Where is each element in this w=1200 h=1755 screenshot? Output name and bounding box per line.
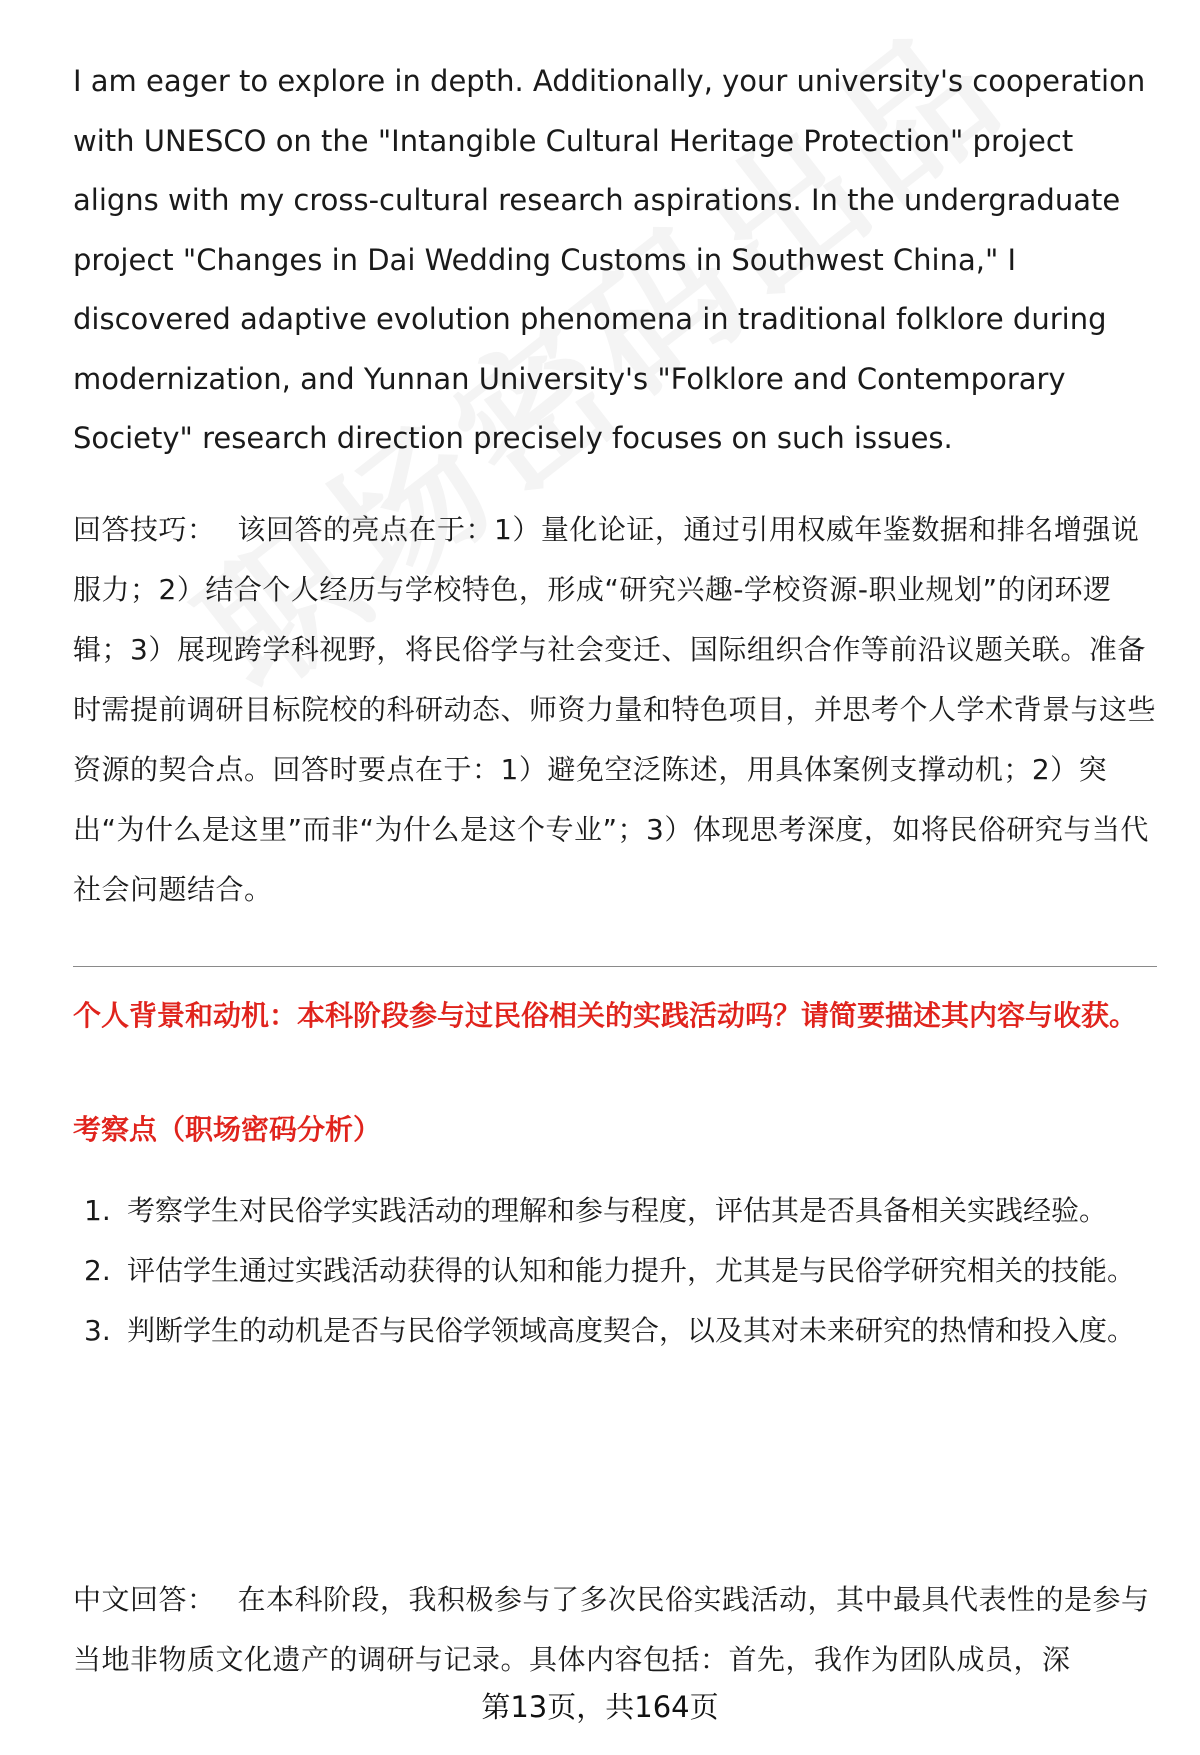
list-item xyxy=(73,1241,1163,1301)
list-item-text: 考察学生对民俗学实践活动的理解和参与程度，评估其是否具备相关实践经验。 xyxy=(127,1194,1108,1227)
question-heading: 个人背景和动机：本科阶段参与过民俗相关的实践活动吗？请简要描述其内容与收获。 xyxy=(73,999,1138,1032)
analysis-heading: 考察点（职场密码分析） xyxy=(73,1113,382,1146)
list-item-number: 2. xyxy=(84,1254,111,1287)
list-item-number: 1. xyxy=(84,1194,111,1227)
list-item-text: 评估学生通过实践活动获得的认知和能力提升，尤其是与民俗学研究相关的技能。 xyxy=(127,1254,1136,1287)
list-item-text: 判断学生的动机是否与民俗学领域高度契合，以及其对未来研究的热情和投入度。 xyxy=(127,1314,1136,1347)
analysis-list xyxy=(73,1181,1163,1361)
answer-paragraph xyxy=(73,1570,1163,1690)
answer-text: 在本科阶段，我积极参与了多次民俗实践活动，其中最具代表性的是参与当地非物质文化遗产的调研与记录。具体内容包括：首先，我作为团队成员，深 xyxy=(73,1583,1150,1676)
intro-paragraph: I am eager to explore in depth. Additionally, your university's cooperation with UNESCO on the "Intangible Cultural Heritage Protection" project aligns with my cross-cultural research aspirations. In the undergraduate project "Changes in Dai Wedding Customs in Southwest China," I discovered adaptive evolution phenomena in traditional folklore during modernization, and Yunnan University's "Folklore and Contemporary Society" research direction precisely focuses on such issues. xyxy=(73,64,1146,455)
tips-paragraph xyxy=(73,500,1163,920)
list-item xyxy=(73,1301,1163,1361)
main-content xyxy=(73,52,1163,920)
answer-label: 中文回答： xyxy=(73,1583,216,1616)
list-item xyxy=(73,1181,1163,1241)
section-divider xyxy=(73,966,1157,967)
tips-text: 该回答的亮点在于：1）量化论证，通过引用权威年鉴数据和排名增强说服力；2）结合个人经历与学校特色，形成“研究兴趣-学校资源-职业规划”的闭环逻辑；3）展现跨学科视野，将民俗学与社会变迁、国际组织合作等前沿议题关联。准备时需提前调研目标院校的科研动态、师资力量和特色项目，并思考个人学术背景与这些资源的契合点。回答时要点在于：1）避免空泛陈述，用具体案例支撑动机；2）突出“为什么是这里”而非“为什么是这个专业”；3）体现思考深度，如将民俗研究与当代社会问题结合。 xyxy=(73,512,1157,906)
page-number: 第13页，共164页 xyxy=(481,1690,719,1724)
list-item-number: 3. xyxy=(84,1314,111,1347)
tips-label: 回答技巧： xyxy=(73,512,216,546)
